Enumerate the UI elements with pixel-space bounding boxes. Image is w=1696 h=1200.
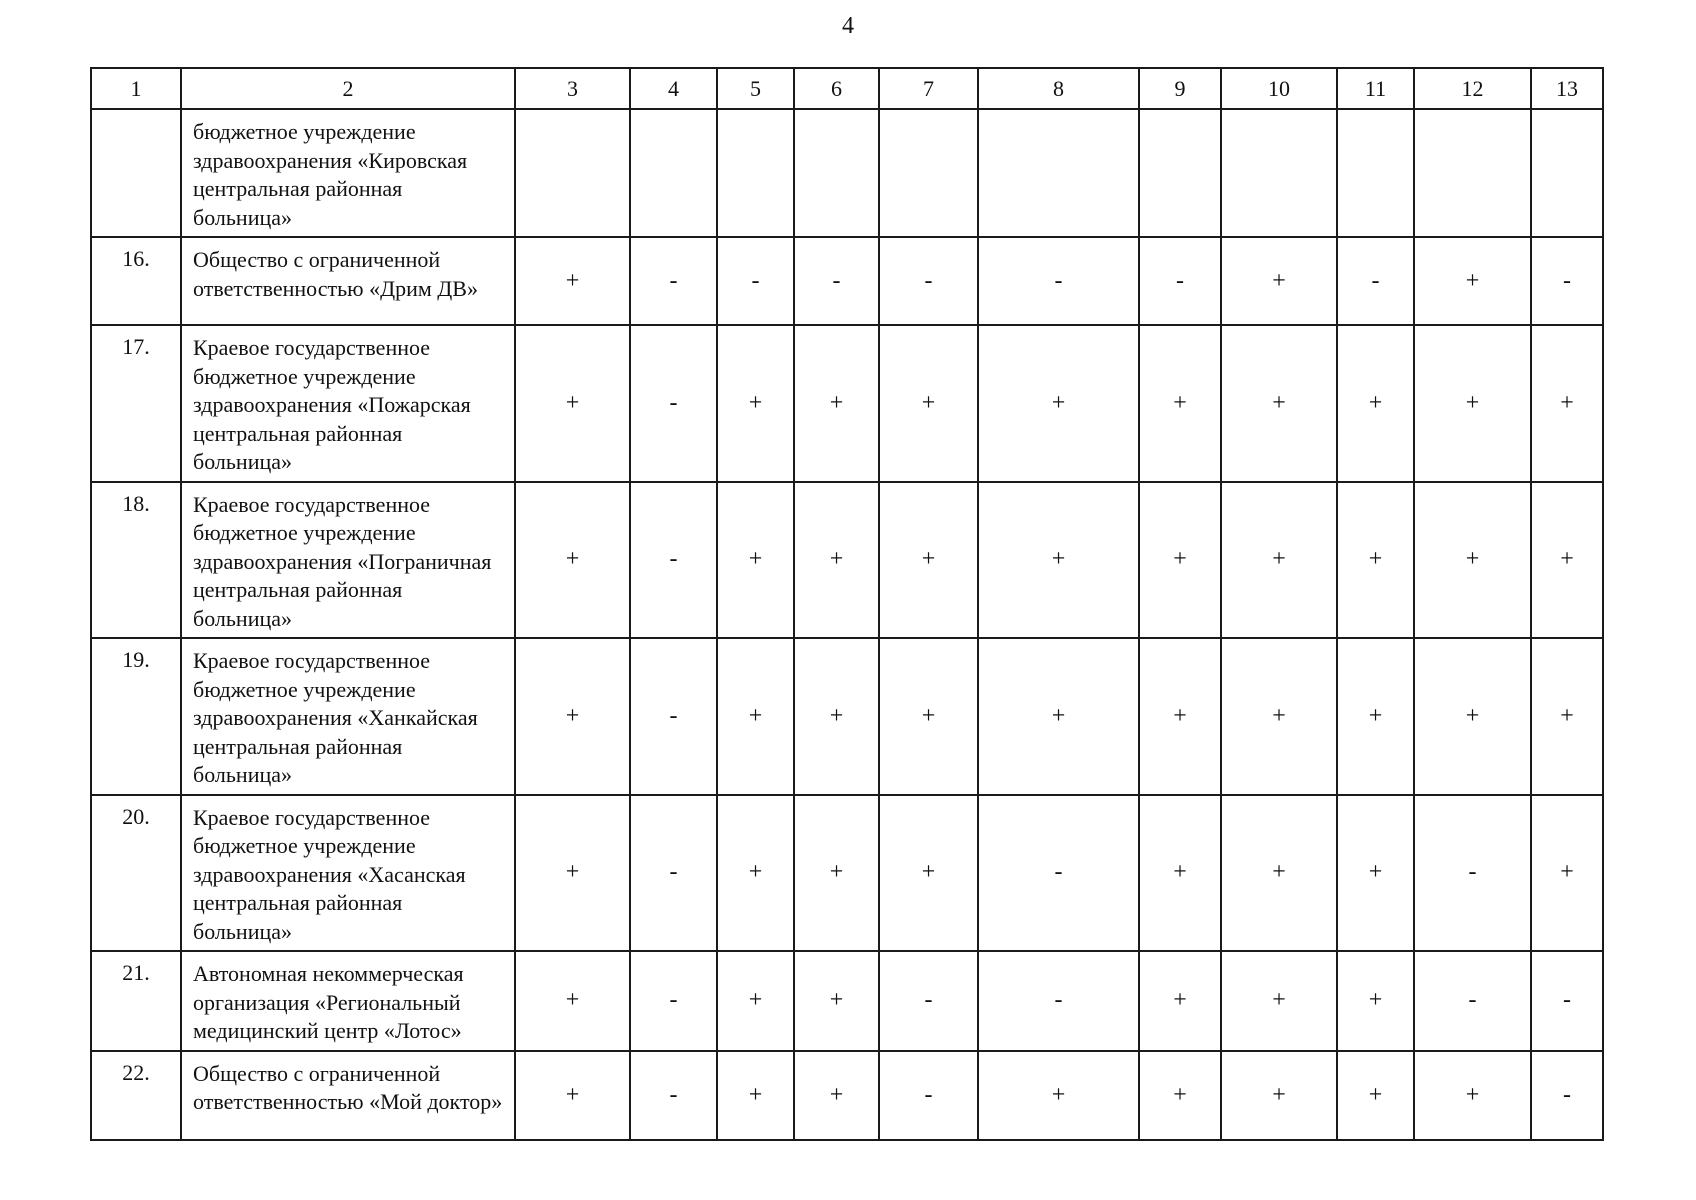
organization-name: Общество с ограниченной ответственностью «Дрим ДВ» [181,237,515,325]
mark-cell-col-8: + [978,638,1139,795]
mark-cell-col-11 [1337,109,1414,237]
mark-cell-col-7: + [879,325,978,482]
mark-cell-col-5: + [717,1051,794,1140]
row-number: 22. [91,1051,181,1140]
mark-cell-col-12 [1414,109,1531,237]
mark-cell-col-5: + [717,795,794,952]
mark-cell-col-13: + [1531,482,1603,639]
mark-cell-col-11: + [1337,1051,1414,1140]
column-header-1: 1 [91,68,181,109]
mark-cell-col-5: + [717,325,794,482]
mark-cell-col-6: - [794,237,879,325]
mark-cell-col-4: - [630,237,717,325]
mark-cell-col-5: + [717,951,794,1051]
mark-cell-col-11: + [1337,325,1414,482]
mark-cell-col-9: + [1139,325,1221,482]
column-header-10: 10 [1221,68,1337,109]
mark-cell-col-10: + [1221,482,1337,639]
mark-cell-col-7 [879,109,978,237]
page-number: 4 [842,13,854,39]
mark-cell-col-12: - [1414,795,1531,952]
mark-cell-col-10: + [1221,951,1337,1051]
mark-cell-col-7: + [879,795,978,952]
mark-cell-col-3: + [515,237,630,325]
mark-cell-col-4: - [630,795,717,952]
mark-cell-col-8: + [978,325,1139,482]
mark-cell-col-4: - [630,482,717,639]
mark-cell-col-6: + [794,325,879,482]
header-row [91,68,1603,109]
organization-name: Краевое государственное бюджетное учреждение здравоохранения «Пожарская центральная районная больница» [181,325,515,482]
mark-cell-col-5: + [717,482,794,639]
column-header-13: 13 [1531,68,1603,109]
mark-cell-col-7: - [879,951,978,1051]
mark-cell-col-11: + [1337,482,1414,639]
row-number: 18. [91,482,181,639]
mark-cell-col-12: + [1414,237,1531,325]
mark-cell-col-10: + [1221,1051,1337,1140]
organization-name: Автономная некоммерческая организация «Региональный медицинский центр «Лотос» [181,951,515,1051]
mark-cell-col-11: + [1337,951,1414,1051]
mark-cell-col-9: + [1139,638,1221,795]
mark-cell-col-13: - [1531,951,1603,1051]
mark-cell-col-9: + [1139,951,1221,1051]
table-row [91,951,1603,1051]
mark-cell-col-8: - [978,951,1139,1051]
mark-cell-col-11: + [1337,795,1414,952]
row-number: 16. [91,237,181,325]
mark-cell-col-6: + [794,795,879,952]
mark-cell-col-9: + [1139,482,1221,639]
table-row [91,325,1603,482]
mark-cell-col-3 [515,109,630,237]
mark-cell-col-7: - [879,237,978,325]
column-header-5: 5 [717,68,794,109]
mark-cell-col-13: - [1531,1051,1603,1140]
row-number: 19. [91,638,181,795]
mark-cell-col-5: - [717,237,794,325]
mark-cell-col-4: - [630,325,717,482]
mark-cell-col-10 [1221,109,1337,237]
mark-cell-col-10: + [1221,325,1337,482]
mark-cell-col-4 [630,109,717,237]
mark-cell-col-9: + [1139,795,1221,952]
table-row [91,1051,1603,1140]
mark-cell-col-7: + [879,482,978,639]
mark-cell-col-5 [717,109,794,237]
mark-cell-col-6: + [794,1051,879,1140]
mark-cell-col-6 [794,109,879,237]
mark-cell-col-8: + [978,482,1139,639]
mark-cell-col-8: - [978,237,1139,325]
mark-cell-col-9: - [1139,237,1221,325]
mark-cell-col-11: - [1337,237,1414,325]
table-row [91,638,1603,795]
mark-cell-col-13 [1531,109,1603,237]
column-header-2: 2 [181,68,515,109]
column-header-12: 12 [1414,68,1531,109]
column-header-7: 7 [879,68,978,109]
table-row [91,795,1603,952]
table-body [91,109,1603,1140]
mark-cell-col-13: + [1531,638,1603,795]
column-header-11: 11 [1337,68,1414,109]
mark-cell-col-3: + [515,1051,630,1140]
mark-cell-col-12: + [1414,482,1531,639]
mark-cell-col-13: - [1531,237,1603,325]
mark-cell-col-12: + [1414,638,1531,795]
mark-cell-col-9: + [1139,1051,1221,1140]
mark-cell-col-11: + [1337,638,1414,795]
row-number [91,109,181,237]
table-header [91,68,1603,109]
organization-name: Краевое государственное бюджетное учреждение здравоохранения «Хасанская центральная районная больница» [181,795,515,952]
organization-name: Краевое государственное бюджетное учреждение здравоохранения «Ханкайская центральная районная больница» [181,638,515,795]
mark-cell-col-6: + [794,951,879,1051]
mark-cell-col-9 [1139,109,1221,237]
mark-cell-col-7: - [879,1051,978,1140]
organization-name: Общество с ограниченной ответственностью «Мой доктор» [181,1051,515,1140]
mark-cell-col-3: + [515,482,630,639]
mark-cell-col-7: + [879,638,978,795]
column-header-3: 3 [515,68,630,109]
organization-name: Краевое государственное бюджетное учреждение здравоохранения «Пограничная центральная районная больница» [181,482,515,639]
mark-cell-col-4: - [630,638,717,795]
mark-cell-col-10: + [1221,237,1337,325]
row-number: 21. [91,951,181,1051]
mark-cell-col-4: - [630,1051,717,1140]
column-header-4: 4 [630,68,717,109]
mark-cell-col-5: + [717,638,794,795]
column-header-6: 6 [794,68,879,109]
mark-cell-col-8: + [978,1051,1139,1140]
mark-cell-col-12: - [1414,951,1531,1051]
mark-cell-col-8 [978,109,1139,237]
mark-cell-col-3: + [515,951,630,1051]
mark-cell-col-13: + [1531,325,1603,482]
table-row [91,109,1603,237]
organization-name: бюджетное учреждение здравоохранения «Кировская центральная районная больница» [181,109,515,237]
column-header-8: 8 [978,68,1139,109]
mark-cell-col-12: + [1414,325,1531,482]
table-row [91,482,1603,639]
row-number: 17. [91,325,181,482]
mark-cell-col-3: + [515,795,630,952]
mark-cell-col-3: + [515,638,630,795]
mark-cell-col-8: - [978,795,1139,952]
mark-cell-col-10: + [1221,795,1337,952]
data-table [90,67,1604,1141]
mark-cell-col-6: + [794,482,879,639]
mark-cell-col-3: + [515,325,630,482]
mark-cell-col-4: - [630,951,717,1051]
mark-cell-col-13: + [1531,795,1603,952]
table-row [91,237,1603,325]
mark-cell-col-10: + [1221,638,1337,795]
row-number: 20. [91,795,181,952]
column-header-9: 9 [1139,68,1221,109]
mark-cell-col-6: + [794,638,879,795]
mark-cell-col-12: + [1414,1051,1531,1140]
